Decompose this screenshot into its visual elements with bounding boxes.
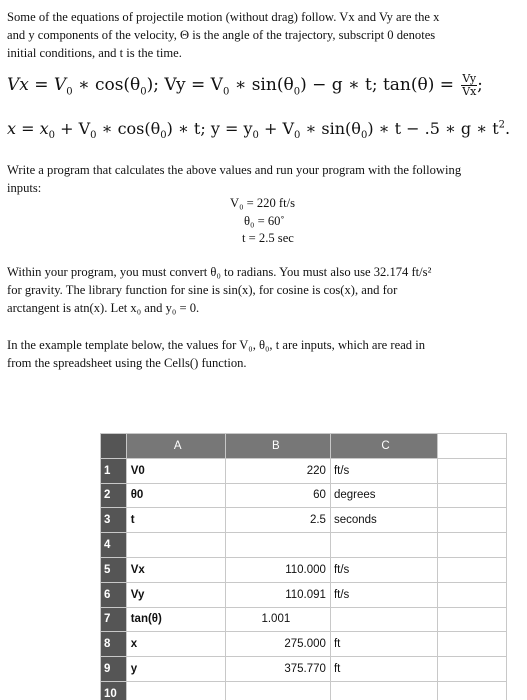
cell-a8[interactable]: x [126,632,225,657]
column-header-row [101,434,507,459]
cell-a7[interactable]: tan(θ) [126,607,225,632]
intro-line-2: and y components of the velocity, Θ is the angle of the trajectory, subscript 0 denotes [7,28,436,42]
table-row [101,533,507,558]
cell-c10[interactable] [330,681,437,700]
spreadsheet-grid [100,433,507,700]
cell-c5[interactable]: ft/s [330,557,437,582]
row-header[interactable]: 1 [101,458,127,483]
row-header[interactable]: 9 [101,657,127,682]
cell-b10[interactable] [225,681,330,700]
input-v0: V₀ = 220 ft/s [230,196,296,210]
velocity-equations: $Vx = V_0$ ∗ $\cos(\theta_0)$; $Vy = V_0$ ∗ $\sin(\theta_0) - g$ ∗ t; tan(θ) = $\frac{Vy}{Vx}$ ; [7,72,483,98]
cell-c2[interactable]: degrees [330,483,437,508]
table-row [101,657,507,682]
row-header[interactable]: 5 [101,557,127,582]
template-line-1: In the example template below, the values for V₀, θ₀, t are inputs, which are read in [7,338,426,352]
within-paragraph [7,263,512,317]
write-line-2: inputs: [7,181,42,195]
within-line-3: arctangent is atn(x). Let x₀ and y₀ = 0. [7,301,200,315]
cell-c8[interactable]: ft [330,632,437,657]
write-line-1: Write a program that calculates the above values and run your program with the following [7,163,462,177]
row-header[interactable]: 6 [101,582,127,607]
table-row [101,508,507,533]
table-row [101,607,507,632]
cell-b4[interactable] [225,533,330,558]
within-line-2: for gravity. The library function for sine is sin(x), for cosine is cos(x), and for [7,283,398,297]
cell-d3[interactable] [438,508,507,533]
template-line-2: from the spreadsheet using the Cells() function. [7,356,247,370]
cell-c3[interactable]: seconds [330,508,437,533]
vy-over-vx-fraction: $\frac{Vy}{Vx}$ [462,72,477,98]
table-row [101,632,507,657]
row-header[interactable]: 8 [101,632,127,657]
input-values [230,195,295,248]
template-paragraph [7,336,512,372]
intro-paragraph [7,8,512,62]
cell-c6[interactable]: ft/s [330,582,437,607]
cell-a3[interactable]: t [126,508,225,533]
cell-d4[interactable] [438,533,507,558]
intro-line-1: Some of the equations of projectile motion (without drag) follow. Vx and Vy are the x [7,10,440,24]
cell-a10[interactable] [126,681,225,700]
row-header[interactable]: 2 [101,483,127,508]
cell-d10[interactable] [438,681,507,700]
cell-a9[interactable]: y [126,657,225,682]
cell-d6[interactable] [438,582,507,607]
cell-b6[interactable]: 110.091 [225,582,330,607]
select-all-corner[interactable] [101,434,127,459]
cell-d7[interactable] [438,607,507,632]
column-header-c[interactable]: C [330,434,437,459]
cell-d8[interactable] [438,632,507,657]
input-theta0: θ₀ = 60˚ [244,213,285,228]
cell-a4[interactable] [126,533,225,558]
cell-a1[interactable]: V0 [126,458,225,483]
cell-a2[interactable]: θ0 [126,483,225,508]
cell-b3[interactable]: 2.5 [225,508,330,533]
table-row [101,557,507,582]
column-header-a[interactable]: A [126,434,225,459]
table-row [101,582,507,607]
write-program-paragraph [7,161,512,197]
cell-d5[interactable] [438,557,507,582]
cell-b8[interactable]: 275.000 [225,632,330,657]
table-row [101,458,507,483]
column-header-b[interactable]: B [225,434,330,459]
cell-d1[interactable] [438,458,507,483]
cell-b1[interactable]: 220 [225,458,330,483]
table-row [101,483,507,508]
cell-d9[interactable] [438,657,507,682]
row-header[interactable]: 4 [101,533,127,558]
input-t: t = 2.5 sec [242,231,294,245]
within-line-1: Within your program, you must convert θ₀ to radians. You must also use 32.174 ft/s² [7,265,432,279]
row-header[interactable]: 3 [101,508,127,533]
cell-c1[interactable]: ft/s [330,458,437,483]
cell-c7[interactable] [330,607,437,632]
cell-b7[interactable]: 1.001 [225,607,330,632]
cell-a6[interactable]: Vy [126,582,225,607]
cell-a5[interactable]: Vx [126,557,225,582]
spreadsheet [100,433,507,700]
cell-b5[interactable]: 110.000 [225,557,330,582]
cell-d2[interactable] [438,483,507,508]
cell-b9[interactable]: 375.770 [225,657,330,682]
row-header[interactable]: 10 [101,681,127,700]
cell-c9[interactable]: ft [330,657,437,682]
table-row [101,681,507,700]
intro-line-3: initial conditions, and t is the time. [7,46,182,60]
row-header[interactable]: 7 [101,607,127,632]
empty-cell[interactable] [438,434,507,459]
cell-c4[interactable] [330,533,437,558]
position-equations: $x = x_0 + V_0$ ∗ $\cos(\theta_0)$ ∗ t; $y = y_0 + V_0$ ∗ $\sin(\theta_0)$ ∗ t − .5 ∗ g ∗ $t^2$. [7,119,511,142]
cell-b2[interactable]: 60 [225,483,330,508]
